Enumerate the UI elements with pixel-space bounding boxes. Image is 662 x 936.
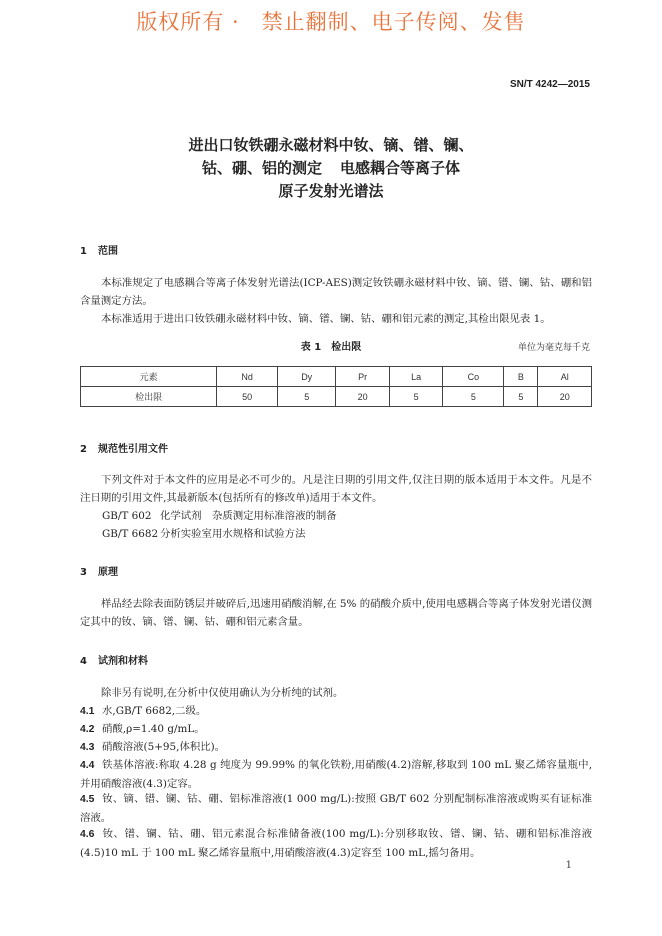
table-row-limits <box>81 387 592 407</box>
table-cell: 20 <box>538 387 592 407</box>
clause-4-4 <box>80 756 592 793</box>
table-cell: 元素 <box>81 367 217 387</box>
section-2-paragraph-1: 下列文件对于本文件的应用是必不可少的。凡是注日期的引用文件,仅注日期的版本适用于本文件。凡是不注日期的引用文件,其最新版本(包括所有的修改单)适用于本文件。 <box>80 474 592 504</box>
section-3-title: 原理 <box>98 567 118 578</box>
reference-code: GB/T 602 <box>102 510 152 522</box>
table-row-elements <box>81 367 592 387</box>
table-cell: 5 <box>504 387 538 407</box>
clause-4-3 <box>80 738 592 757</box>
table-cell: Dy <box>278 367 336 387</box>
copyright-banner <box>0 6 662 36</box>
section-1-paragraph-2: 本标准适用于进出口钕铁硼永磁材料中钕、镝、镨、镧、钴、硼和铝元素的测定,其检出限见表 1。 <box>101 313 551 325</box>
table-cell: 50 <box>217 387 278 407</box>
clause-text: 硝酸溶液(5+95,体积比)。 <box>102 741 226 753</box>
table-cell: Nd <box>217 367 278 387</box>
standard-number: SN/T 4242—2015 <box>509 79 590 90</box>
section-4-intro: 除非另有说明,在分析中仅使用确认为分析纯的试剂。 <box>101 687 344 699</box>
table-cell: 5 <box>278 387 336 407</box>
section-4-title: 试剂和材料 <box>98 656 148 667</box>
clause-number: 4.3 <box>80 742 95 753</box>
banner-left: 版权所有 · <box>136 10 240 34</box>
clause-text: 硝酸,ρ=1.40 g/mL。 <box>102 723 205 735</box>
clause-number: 4.4 <box>80 760 95 771</box>
reference-code: GB/T 6682 <box>102 528 159 540</box>
clause-text: 钕、镝、镨、镧、钴、硼、铝标准溶液(1 000 mg/L):按照 GB/T 602 分别配制标准溶液或购买有证标准溶液。 <box>80 793 592 824</box>
table-cell: La <box>389 367 443 387</box>
section-3-paragraph-1: 样品经去除表面防锈层并破碎后,迅速用硝酸消解,在 5% 的硝酸介质中,使用电感耦合等离子体发射光谱仪测定其中的钕、镝、镨、镧、钴、硼和铝元素含量。 <box>80 598 592 628</box>
clause-number: 4.1 <box>80 706 95 717</box>
reference-name: 分析实验室用水规格和试验方法 <box>160 528 306 540</box>
section-2-number: 2 <box>80 444 87 455</box>
section-4-number: 4 <box>80 656 87 667</box>
clause-4-2 <box>80 720 592 739</box>
section-2-heading <box>80 440 168 455</box>
section-1-title: 范围 <box>98 246 118 257</box>
detection-limit-table <box>80 366 592 407</box>
section-2-title: 规范性引用文件 <box>98 444 168 455</box>
section-1-heading <box>80 242 118 257</box>
table-1-caption-title: 检出限 <box>331 342 362 353</box>
section-3-number: 3 <box>80 567 87 578</box>
clause-4-1 <box>80 702 592 721</box>
table-cell: 检出限 <box>81 387 217 407</box>
clause-number: 4.6 <box>80 829 95 840</box>
table-cell: 5 <box>389 387 443 407</box>
clause-number: 4.2 <box>80 724 95 735</box>
reference-item <box>102 507 337 525</box>
section-1-paragraph-1: 本标准规定了电感耦合等离子体发射光谱法(ICP-AES)测定钕铁硼永磁材料中钕、镝、镨、镧、钴、硼和铝含量测定方法。 <box>80 277 592 307</box>
clause-number: 4.5 <box>80 794 95 805</box>
page-number: 1 <box>565 860 572 871</box>
table-1-caption-number: 表 1 <box>300 342 322 353</box>
table-cell: 5 <box>443 387 504 407</box>
reference-item <box>102 525 305 543</box>
table-cell: B <box>504 367 538 387</box>
title-line-1: 进出口钕铁硼永磁材料中钕、镝、镨、镧、 <box>188 136 474 154</box>
clause-text: 钕、镨、镧、钴、硼、铝元素混合标准储备液(100 mg/L):分别移取钕、镨、镧、钴、硼和铝标准溶液(4.5)10 mL 于 100 mL 聚乙烯容量瓶中,用硝酸溶液(4.3)定容至 100 mL,摇匀备用。 <box>80 828 592 859</box>
table-cell: 20 <box>336 387 390 407</box>
section-1-number: 1 <box>80 246 87 257</box>
title-line-2b: 电感耦合等离子体 <box>340 159 461 177</box>
banner-right: 禁止翻制、电子传阅、发售 <box>261 10 526 34</box>
table-cell: Pr <box>336 367 390 387</box>
table-1-unit: 单位为毫克每千克 <box>517 343 590 353</box>
section-3-heading <box>80 563 118 578</box>
reference-name: 化学试剂 杂质测定用标准溶液的制备 <box>160 510 337 522</box>
table-cell: Co <box>443 367 504 387</box>
title-line-2 <box>0 157 662 180</box>
document-title <box>0 134 662 203</box>
title-line-2a: 钴、硼、铝的测定 <box>201 159 322 177</box>
clause-4-6 <box>80 825 592 862</box>
title-line-3: 原子发射光谱法 <box>278 182 384 200</box>
clause-text: 铁基体溶液:称取 4.28 g 纯度为 99.99% 的氧化铁粉,用硝酸(4.2)溶解,移取到 100 mL 聚乙烯容量瓶中,并用硝酸溶液(4.3)定容。 <box>80 759 592 790</box>
clause-4-5 <box>80 790 592 827</box>
section-4-heading <box>80 652 148 667</box>
table-cell: Al <box>538 367 592 387</box>
clause-text: 水,GB/T 6682,二级。 <box>102 705 207 717</box>
